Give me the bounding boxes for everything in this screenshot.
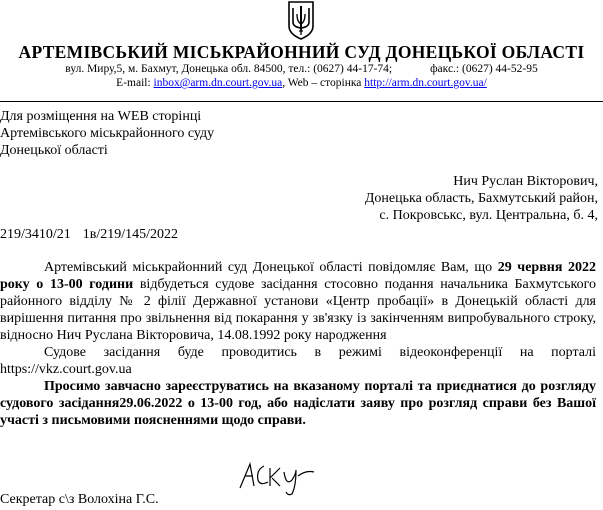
recipient-name: Нич Руслан Вікторович, (453, 174, 598, 189)
address-line: вул. Миру,5, м. Бахмут, Донецька обл. 84500, тел.: (0627) 44-17-74; (65, 63, 393, 75)
secretary-signature-label: Секретар с\з Волохіна Г.С. (0, 492, 159, 507)
court-contacts (0, 77, 603, 89)
email-label: E-mail: (116, 77, 151, 89)
case-number: 219/3410/21 (0, 227, 71, 242)
notice-text: відбудеться судове засідання стосовно подання начальника Бахмутського районного відділу № 2 філії Державної установи «Центр пробації» в Донецькій області для вирішення питання про звільнення від покарання у зв'язку із закінченням випробувального строку, відносно Нич Руслана Вікторовича, 14.08.1992 року народження (0, 277, 597, 343)
handwritten-signature-icon (236, 456, 316, 496)
web-note-line: Донецької області (0, 143, 108, 158)
recipient-address: с. Покровськс, вул. Центральна, б. 4, (379, 208, 598, 223)
web-label: , Web – сторінка (282, 77, 362, 89)
hearing-date: 29 червня 2022 року о 13-00 години (0, 260, 596, 292)
email-link[interactable]: inbox@arm.dn.court.gov.ua (153, 77, 283, 89)
court-address (0, 63, 603, 75)
recipient-region: Донецька область, Бахмутський район, (364, 191, 598, 206)
notice-paragraph: Судове засідання буде проводитись в режимі відеоконференції на порталі https://vkz.court.gov.ua (0, 345, 596, 377)
web-note-line: Артемівського міськрайонного суду (0, 126, 215, 141)
case-references (0, 226, 178, 243)
notice-request: Просимо завчасно зареєструватись на вказаному порталі та приєднатися до розгляду судового засідання29.06.2022 о 13-00 год, або надіслати заяву про розгляд справи без Вашої участі з письмовими поясненнями щодо справи. (0, 379, 596, 428)
letterhead-divider (0, 101, 603, 102)
notice-text: Артемівський міськрайонний суд Донецької області повідомляє Вам, що (44, 260, 498, 275)
web-note-line: Для розміщення на WEB сторінці (0, 109, 202, 124)
website-link[interactable]: http://arm.dn.court.gov.ua/ (364, 77, 487, 89)
trident-coat-of-arms-icon (286, 0, 316, 40)
court-name-heading: АРТЕМІВСЬКИЙ МІСЬКРАЙОННИЙ СУД ДОНЕЦЬКОЇ ОБЛАСТІ (18, 42, 585, 62)
notice-paragraph (0, 259, 596, 344)
fax-number: факс.: (0627) 44-52-95 (430, 63, 538, 75)
notice-body (0, 259, 596, 429)
proceeding-number: 1в/219/145/2022 (82, 227, 179, 242)
